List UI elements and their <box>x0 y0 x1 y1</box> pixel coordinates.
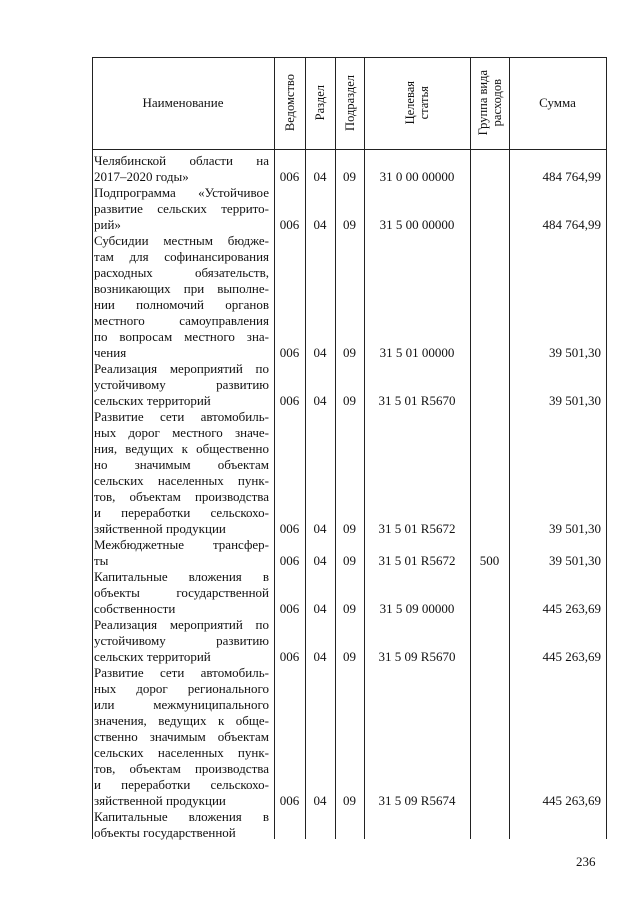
row-celevaya: 31 5 01 R5670 <box>378 393 456 408</box>
budget-table <box>92 57 607 839</box>
header-vedomstvo-label: Ведомство <box>282 74 297 132</box>
header-gruppa <box>470 57 509 149</box>
page-number: 236 <box>576 854 596 869</box>
row-celevaya: 31 5 00 00000 <box>379 217 455 232</box>
row-podrazdel: 09 <box>343 217 356 232</box>
row-summa: 39 501,30 <box>549 345 601 360</box>
row-vedomstvo: 006 <box>279 345 300 360</box>
row-name-line: зяйственной продукции <box>94 521 226 536</box>
row-vedomstvo: 006 <box>279 793 300 808</box>
row-podrazdel <box>335 825 364 841</box>
row-name-line: сельских населенных пунк- <box>94 745 269 760</box>
row-gruppa <box>470 345 509 361</box>
row-name-line: расходных обязательств, <box>94 265 269 280</box>
row-razdel: 04 <box>313 649 327 664</box>
col-border <box>606 57 607 839</box>
row-razdel: 04 <box>313 217 327 232</box>
row-summa: 39 501,30 <box>549 521 601 536</box>
row-celevaya <box>364 825 470 841</box>
row-podrazdel: 09 <box>343 793 356 808</box>
row-name-line: Реализация мероприятий по <box>94 361 269 376</box>
row-name-line: собственности <box>94 601 176 616</box>
row-gruppa: 500 <box>479 553 500 568</box>
header-summa: Сумма <box>539 95 576 110</box>
row-podrazdel: 09 <box>343 553 356 568</box>
row-name-line: сельских территорий <box>94 649 211 664</box>
row-gruppa <box>470 601 509 617</box>
row-name-line: по вопросам местного зна- <box>94 329 269 344</box>
row-name-line: значения, ведущих к обще- <box>94 713 269 728</box>
row-summa: 445 263,69 <box>542 649 601 664</box>
row-name-line: Челябинской области на <box>94 153 269 168</box>
row-celevaya: 31 5 09 R5670 <box>378 649 456 664</box>
row-name-line: или межмуниципального <box>94 697 269 712</box>
header-name: Наименование <box>142 95 224 110</box>
row-name-line: нии полномочий органов <box>94 297 269 312</box>
row-name-line: объекты государственной <box>94 825 236 840</box>
row-name-line: Развитие сети автомобиль- <box>94 665 269 680</box>
row-celevaya: 31 5 09 R5674 <box>378 793 456 808</box>
row-vedomstvo: 006 <box>279 601 300 616</box>
row-celevaya: 31 0 00 00000 <box>379 169 455 184</box>
row-gruppa <box>470 521 509 537</box>
row-summa: 39 501,30 <box>549 393 601 408</box>
row-vedomstvo: 006 <box>279 169 300 184</box>
row-summa: 484 764,99 <box>542 217 601 232</box>
row-podrazdel: 09 <box>343 345 356 360</box>
header-vedomstvo <box>274 57 305 149</box>
row-podrazdel: 09 <box>343 169 356 184</box>
row-name-line: местного самоуправления <box>94 313 269 328</box>
row-razdel: 04 <box>313 169 327 184</box>
row-vedomstvo: 006 <box>279 553 300 568</box>
header-podrazdel <box>335 57 364 149</box>
row-summa: 39 501,30 <box>549 553 601 568</box>
header-celevaya-label: Целевая статья <box>403 81 431 125</box>
row-name-line: Развитие сети автомобиль- <box>94 409 269 424</box>
row-name-line: Капитальные вложения в <box>94 809 269 824</box>
row-name-line: ния, ведущих к общественно <box>94 441 269 456</box>
row-gruppa <box>470 793 509 809</box>
row-razdel: 04 <box>313 345 327 360</box>
row-celevaya: 31 5 01 00000 <box>379 345 455 360</box>
row-name-line: Межбюджетные трансфер- <box>94 537 269 552</box>
row-name-line: Капитальные вложения в <box>94 569 269 584</box>
row-name-line: ных дорог местного значе- <box>94 425 269 440</box>
header-celevaya <box>364 57 470 149</box>
row-summa: 445 263,69 <box>542 601 601 616</box>
row-name-line: сельских территорий <box>94 393 211 408</box>
row-razdel: 04 <box>313 553 327 568</box>
row-name-line: 2017–2020 годы» <box>94 169 189 184</box>
row-name-line: но значимым объектам <box>94 457 269 472</box>
row-podrazdel: 09 <box>343 649 356 664</box>
row-name-line: рий» <box>94 217 121 232</box>
row-vedomstvo: 006 <box>279 217 300 232</box>
row-vedomstvo: 006 <box>279 393 300 408</box>
row-name-line: Реализация мероприятий по <box>94 617 269 632</box>
row-name-line: там для софинансирования <box>94 249 269 264</box>
row-name-line: развитие сельских террито- <box>94 201 269 216</box>
row-summa: 484 764,99 <box>542 169 601 184</box>
row-name-line: сельских населенных пунк- <box>94 473 269 488</box>
row-razdel <box>305 825 335 841</box>
row-summa: 445 263,69 <box>542 793 601 808</box>
row-podrazdel: 09 <box>343 601 356 616</box>
row-celevaya: 31 5 01 R5672 <box>378 521 456 536</box>
row-name-line: Субсидии местным бюдже- <box>94 233 269 248</box>
row-name-line: устойчивому развитию <box>94 377 269 392</box>
row-gruppa <box>470 649 509 665</box>
row-name-line: Подпрограмма «Устойчивое <box>94 185 269 200</box>
row-name-line: и переработки сельскохо- <box>94 505 269 520</box>
row-summa <box>509 825 601 841</box>
header-razdel <box>305 57 335 149</box>
header-razdel-label: Раздел <box>313 85 327 121</box>
row-razdel: 04 <box>313 601 327 616</box>
header-gruppa-label: Группа вида расходов <box>475 70 504 136</box>
row-name-line: ных дорог регионального <box>94 681 269 696</box>
row-gruppa <box>470 217 509 233</box>
row-podrazdel: 09 <box>343 521 356 536</box>
row-podrazdel: 09 <box>343 393 356 408</box>
row-name-line: зяйственной продукции <box>94 793 226 808</box>
row-name-line: объекты государственной <box>94 585 269 600</box>
row-razdel: 04 <box>313 393 327 408</box>
row-name-line: возникающих при выполне- <box>94 281 269 296</box>
row-name-line: и переработки сельскохо- <box>94 777 269 792</box>
row-gruppa <box>470 393 509 409</box>
header-bottom-border <box>92 149 607 150</box>
row-name-line: тов, объектам производства <box>94 761 269 776</box>
row-gruppa <box>470 825 509 841</box>
row-razdel: 04 <box>313 793 327 808</box>
row-name-line: ты <box>94 553 109 568</box>
row-gruppa <box>470 169 509 185</box>
row-name-line: устойчивому развитию <box>94 633 269 648</box>
row-vedomstvo: 006 <box>279 649 300 664</box>
row-celevaya: 31 5 01 R5672 <box>378 553 456 568</box>
col-border <box>92 57 93 839</box>
row-vedomstvo: 006 <box>279 521 300 536</box>
row-name-line: чения <box>94 345 127 360</box>
row-razdel: 04 <box>313 521 327 536</box>
header-podrazdel-label: Подраздел <box>342 75 357 131</box>
row-name-line: тов, объектам производства <box>94 489 269 504</box>
row-celevaya: 31 5 09 00000 <box>379 601 455 616</box>
row-vedomstvo <box>274 825 305 841</box>
row-name-line: ственно значимым объектам <box>94 729 269 744</box>
